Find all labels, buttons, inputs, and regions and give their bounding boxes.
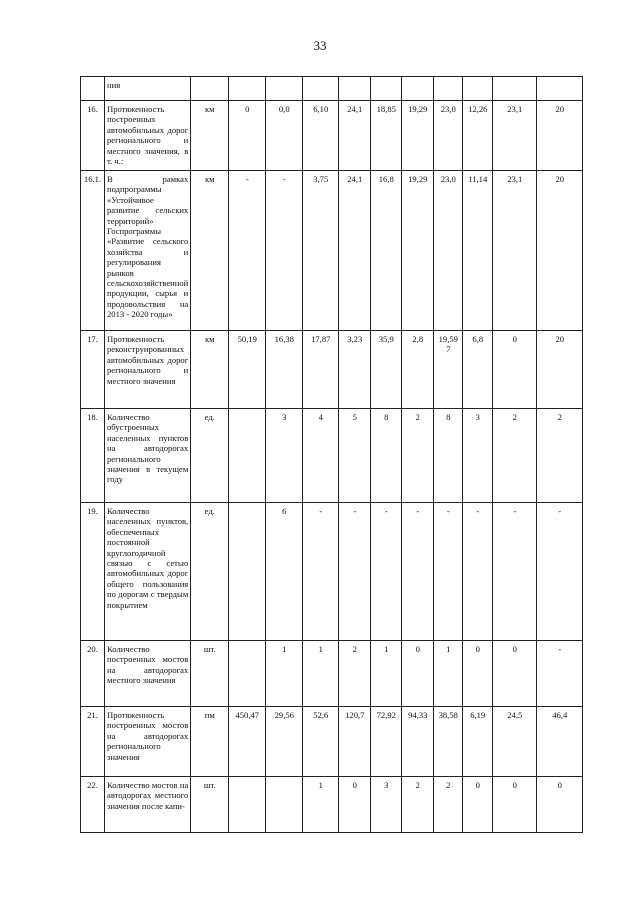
- value-cell: 0: [537, 777, 583, 833]
- indicator-name: В рамках подпрограммы «Устойчивое развитие сельских территорий» Госпрограммы «Развитие сельского хозяйства и регулирования рынков сельскохозяйственной продукции, сырья и продовольствия на 2013 - 2020 годы»: [105, 171, 191, 331]
- table-row: [81, 77, 583, 101]
- value-cell: 3: [463, 409, 493, 503]
- value-cell: 0: [493, 777, 537, 833]
- value-cell: [493, 77, 537, 101]
- unit-cell: шт.: [191, 777, 229, 833]
- value-cell: 2: [434, 777, 463, 833]
- indicator-name: Количество построенных мостов на автодорогах местного значения: [105, 641, 191, 707]
- value-cell: -: [229, 171, 266, 331]
- value-cell: [229, 641, 266, 707]
- value-cell: 16,38: [266, 331, 303, 409]
- indicator-name: Количество населенных пунктов, обеспеченных постоянной круглогодичной связью с сетью автомобильных дорог общего пользования по дорогам с твердым покрытием: [105, 503, 191, 641]
- value-cell: -: [463, 503, 493, 641]
- value-cell: 6: [266, 503, 303, 641]
- value-cell: 29,56: [266, 707, 303, 777]
- value-cell: 6,10: [303, 101, 339, 171]
- unit-cell: [191, 77, 229, 101]
- value-cell: 4: [303, 409, 339, 503]
- table-row: [81, 641, 583, 707]
- value-cell: -: [303, 503, 339, 641]
- indicator-name: Протяженность построенных мостов на автодорогах регионального значения: [105, 707, 191, 777]
- value-cell: -: [537, 503, 583, 641]
- value-cell: 20: [537, 331, 583, 409]
- value-cell: 5: [339, 409, 371, 503]
- value-cell: 2: [493, 409, 537, 503]
- row-number: [81, 77, 105, 101]
- value-cell: [371, 77, 402, 101]
- value-cell: 8: [371, 409, 402, 503]
- value-cell: 23,1: [493, 101, 537, 171]
- table-row: [81, 409, 583, 503]
- value-cell: 1: [434, 641, 463, 707]
- value-cell: [229, 503, 266, 641]
- table-row: [81, 777, 583, 833]
- value-cell: 3: [371, 777, 402, 833]
- value-cell: 2: [402, 777, 434, 833]
- value-cell: 24,5: [493, 707, 537, 777]
- unit-cell: шт.: [191, 641, 229, 707]
- row-number: 21.: [81, 707, 105, 777]
- value-cell: 6,19: [463, 707, 493, 777]
- value-cell: 0: [402, 641, 434, 707]
- value-cell: 11,14: [463, 171, 493, 331]
- value-cell: -: [493, 503, 537, 641]
- value-cell: 0,0: [266, 101, 303, 171]
- value-cell: [402, 77, 434, 101]
- value-cell: 3: [266, 409, 303, 503]
- value-cell: 3,75: [303, 171, 339, 331]
- value-cell: 19,29: [402, 101, 434, 171]
- value-cell: -: [339, 503, 371, 641]
- indicator-name: Протяженность построенных автомобильных дорог регионального и местного значения, в т. ч.:: [105, 101, 191, 171]
- value-cell: 0: [493, 331, 537, 409]
- unit-cell: ед.: [191, 409, 229, 503]
- value-cell: 6,8: [463, 331, 493, 409]
- value-cell: 1: [371, 641, 402, 707]
- table-row: [81, 101, 583, 171]
- value-cell: 0: [463, 641, 493, 707]
- value-cell: 23,1: [493, 171, 537, 331]
- indicator-name: Количество обустроенных населенных пунктов на автодорогах регионального значения в текущем году: [105, 409, 191, 503]
- value-cell: 0: [229, 101, 266, 171]
- row-number: 17.: [81, 331, 105, 409]
- value-cell: 2: [537, 409, 583, 503]
- value-cell: 2,8: [402, 331, 434, 409]
- value-cell: 18,85: [371, 101, 402, 171]
- value-cell: 20: [537, 101, 583, 171]
- value-cell: [434, 77, 463, 101]
- row-number: 20.: [81, 641, 105, 707]
- value-cell: [229, 409, 266, 503]
- value-cell: [266, 77, 303, 101]
- indicator-name: Количество мостов на автодорогах местного значения после капи-: [105, 777, 191, 833]
- table-row: [81, 707, 583, 777]
- row-number: 22.: [81, 777, 105, 833]
- value-cell: 52,6: [303, 707, 339, 777]
- value-cell: 2: [402, 409, 434, 503]
- value-cell: 2: [339, 641, 371, 707]
- unit-cell: ед.: [191, 503, 229, 641]
- unit-cell: км: [191, 101, 229, 171]
- unit-cell: км: [191, 331, 229, 409]
- row-number: 16.: [81, 101, 105, 171]
- unit-cell: км: [191, 171, 229, 331]
- table-row: [81, 503, 583, 641]
- value-cell: -: [537, 641, 583, 707]
- value-cell: 16,8: [371, 171, 402, 331]
- row-number: 18.: [81, 409, 105, 503]
- value-cell: 38,58: [434, 707, 463, 777]
- value-cell: 35,9: [371, 331, 402, 409]
- table-row: [81, 331, 583, 409]
- value-cell: 23,0: [434, 101, 463, 171]
- value-cell: -: [266, 171, 303, 331]
- value-cell: 120,7: [339, 707, 371, 777]
- value-cell: 72,92: [371, 707, 402, 777]
- value-cell: 23,0: [434, 171, 463, 331]
- value-cell: 17,87: [303, 331, 339, 409]
- value-cell: -: [434, 503, 463, 641]
- indicator-name: Протяженность реконструированных автомобильных дорог регионального и местного значения: [105, 331, 191, 409]
- unit-cell: пм: [191, 707, 229, 777]
- indicators-table: [80, 76, 583, 833]
- value-cell: 0: [493, 641, 537, 707]
- value-cell: 3,23: [339, 331, 371, 409]
- value-cell: 1: [266, 641, 303, 707]
- value-cell: -: [402, 503, 434, 641]
- value-cell: 0: [463, 777, 493, 833]
- table-row: [81, 171, 583, 331]
- value-cell: 50,19: [229, 331, 266, 409]
- indicator-name: ния: [105, 77, 191, 101]
- value-cell: 24,1: [339, 101, 371, 171]
- value-cell: 19,59 7: [434, 331, 463, 409]
- value-cell: 450,47: [229, 707, 266, 777]
- value-cell: [229, 77, 266, 101]
- value-cell: 1: [303, 777, 339, 833]
- value-cell: [339, 77, 371, 101]
- value-cell: 1: [303, 641, 339, 707]
- value-cell: 24,1: [339, 171, 371, 331]
- value-cell: 94,33: [402, 707, 434, 777]
- value-cell: [229, 777, 266, 833]
- value-cell: 0: [339, 777, 371, 833]
- value-cell: [303, 77, 339, 101]
- page-number: 33: [313, 38, 327, 53]
- value-cell: [266, 777, 303, 833]
- value-cell: 46,4: [537, 707, 583, 777]
- value-cell: 20: [537, 171, 583, 331]
- row-number: 16.1.: [81, 171, 105, 331]
- value-cell: -: [371, 503, 402, 641]
- value-cell: 19,29: [402, 171, 434, 331]
- row-number: 19.: [81, 503, 105, 641]
- value-cell: 8: [434, 409, 463, 503]
- value-cell: 12,26: [463, 101, 493, 171]
- value-cell: [537, 77, 583, 101]
- value-cell: [463, 77, 493, 101]
